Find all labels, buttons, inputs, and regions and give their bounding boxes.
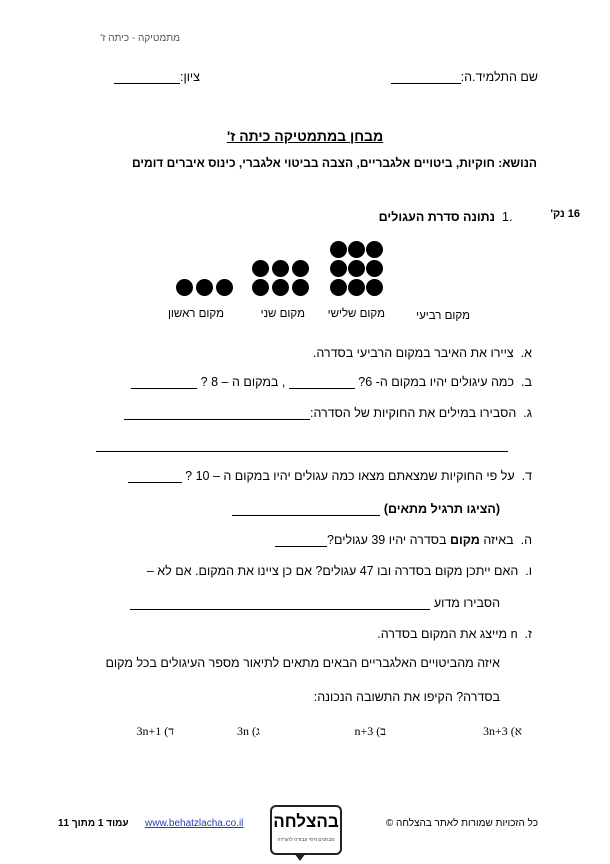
part-b: ב. כמה עיגולים יהיו במקום ה- 6? , במקום ה – 8 ? (131, 375, 532, 389)
header-subject: מתמטיקה - כיתה ז' (100, 33, 180, 44)
exam-topic: הנושא: חוקיות, ביטויים אלגבריים, הצבה בביטוי אלגברי, כינוס איברים דומים (131, 156, 537, 170)
place-label-3: מקום שלישי (327, 308, 385, 320)
circle (348, 279, 365, 296)
circle (330, 279, 347, 296)
circle (292, 260, 309, 277)
answer-option-a[interactable]: א) 3n+3 (483, 724, 522, 738)
part-d-note: (הציגו תרגיל מתאים) (232, 502, 500, 516)
answer-d-exercise-field[interactable] (232, 515, 380, 516)
q1-text: נתונה סדרת העגולים (378, 210, 495, 224)
q1-points: 16 נק' (550, 208, 580, 220)
answer-c-field[interactable] (124, 419, 310, 420)
part-g-line2: איזה מהביטויים האלגבריים הבאים מתאים לתיאור מספר העיגולים בכל מקום (105, 656, 500, 670)
circle (366, 279, 383, 296)
answer-option-c[interactable]: ג) 3n (237, 724, 260, 738)
brand-logo-text: בהצלחה (273, 812, 339, 831)
answer-option-b[interactable]: ב) n+3 (354, 724, 386, 738)
brand-logo-tail (294, 853, 306, 861)
grade-label: ציון: (179, 70, 200, 84)
part-g: ז. n מייצג את המקום בסדרה. (377, 627, 532, 641)
circle (216, 279, 233, 296)
circle (292, 279, 309, 296)
student-name-field[interactable] (391, 83, 461, 84)
place-label-1: מקום ראשון (167, 308, 224, 320)
answer-f-field[interactable] (130, 609, 430, 610)
grade-field[interactable] (114, 83, 180, 84)
part-f: ו. האם ייתכן מקום בסדרה ובו 47 עגולים? אם כן ציינו את המקום. אם לא – (146, 564, 532, 578)
brand-logo (270, 805, 342, 855)
grade-row (114, 70, 200, 84)
answer-d-field[interactable] (128, 482, 182, 483)
part-d: ד. על פי החוקיות שמצאתם מצאו כמה עגולים יהיו במקום ה – 10 ? (128, 469, 532, 483)
part-a: א. ציירו את האיבר במקום הרביעי בסדרה. (312, 346, 532, 360)
part-g-line3: בסדרה? הקיפו את התשובה הנכונה: (313, 690, 500, 704)
circle (366, 260, 383, 277)
answer-e-field[interactable] (275, 546, 327, 547)
circle (272, 279, 289, 296)
place-label-4: מקום רביעי (416, 310, 470, 322)
page-number: עמוד 1 מתוך 11 (58, 818, 129, 829)
circle (330, 260, 347, 277)
answer-b2-field[interactable] (131, 388, 197, 389)
circle (272, 260, 289, 277)
circle (348, 260, 365, 277)
q1-number: 1. (502, 210, 513, 224)
part-f-explain: הסבירו מדוע (130, 596, 500, 610)
circle (366, 241, 383, 258)
part-e: ה. באיזה מקום בסדרה יהיו 39 עגולים? (275, 533, 532, 547)
brand-logo-subtext: מבחנים ודפי עבודה להורדה (277, 837, 335, 843)
circle (252, 260, 269, 277)
student-name-row (391, 70, 538, 84)
circle (330, 241, 347, 258)
student-name-label: שם התלמיד.ה: (460, 70, 538, 84)
exam-title: מבחן במתמטיקה כיתה ז' (226, 128, 384, 144)
answer-option-d[interactable]: ד) 3n+1 (136, 724, 174, 738)
circle (348, 241, 365, 258)
circle (176, 279, 193, 296)
answer-b1-field[interactable] (289, 388, 355, 389)
place-label-2: מקום שני (260, 308, 305, 320)
circle (252, 279, 269, 296)
copyright: כל הזכויות שמורות לאתר בהצלחה © (385, 818, 538, 829)
part-c: ג. הסבירו במילים את החוקיות של הסדרה: (124, 406, 532, 420)
answer-c-line[interactable] (96, 451, 508, 452)
site-link[interactable]: www.behatzlacha.co.il (145, 818, 244, 829)
circle (196, 279, 213, 296)
